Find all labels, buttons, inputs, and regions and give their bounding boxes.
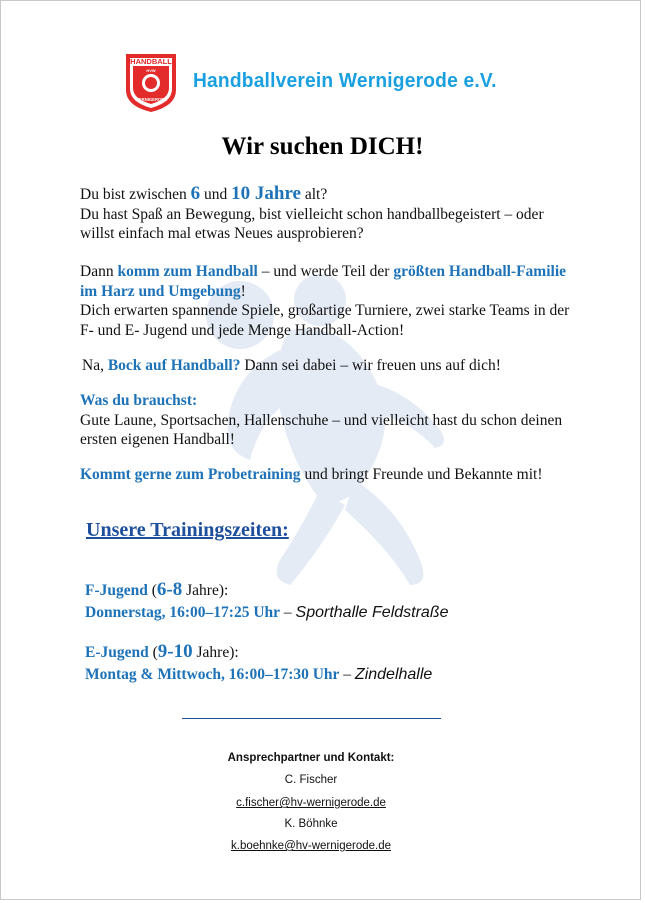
intro-text-line2: Du hast Spaß an Bewegung, bist vielleicht schon handballbegeistert – oder willst einfach mal etwas Neues ausprobieren?: [80, 205, 544, 242]
contact-email-2[interactable]: k.boehnke@hv-wernigerode.de: [231, 840, 391, 852]
join-highlight: größten Handball-Familie im Harz und Umgebung: [80, 263, 567, 300]
team-name: F-Jugend: [85, 582, 148, 599]
intro-text: und: [200, 186, 232, 203]
join-highlight: komm zum Handball: [117, 263, 258, 280]
needs-text: Gute Laune, Sportsachen, Hallenschuhe – und vielleicht hast du schon deinen ersten eigenen Handball!: [80, 411, 563, 448]
divider-line: [182, 718, 441, 719]
bock-text: Na,: [82, 357, 108, 374]
bock-text: Dann sei dabei – wir freuen uns auf dich!: [240, 357, 501, 374]
bock-highlight: Bock auf Handball?: [107, 357, 241, 374]
training-title: Unsere Trainingszeiten:: [86, 519, 289, 541]
training-venue: Zindelhalle: [354, 666, 433, 683]
contact-name-2: K. Böhnke: [284, 818, 338, 830]
team-ages-suffix: Jahre):: [182, 582, 229, 599]
paren-open: (: [148, 644, 158, 661]
needs-paragraph: [80, 391, 570, 450]
dash: –: [339, 666, 355, 683]
needs-title: Was du brauchst:: [80, 392, 198, 409]
probe-highlight: Kommt gerne zum Probetraining: [80, 466, 301, 483]
age-max: 10 Jahre: [231, 183, 301, 204]
contact-name-1: C. Fischer: [284, 774, 338, 786]
dash: –: [280, 604, 296, 621]
join-text: !: [240, 282, 246, 300]
training-venue: Sporthalle Feldstraße: [295, 604, 449, 621]
contact-title: Ansprechpartner und Kontakt:: [227, 752, 395, 764]
join-text-line2: Dich erwarten spannende Spiele, großartige Turniere, zwei starke Teams in der F- und E- Jugend und jede Menge Handball-Action!: [80, 302, 570, 339]
logo-text-top: HANDBALL: [130, 57, 172, 66]
join-text: – und werde Teil der: [257, 263, 394, 280]
paren-open: (: [147, 582, 157, 599]
club-name: Handballverein Wernigerode e.V.: [193, 70, 497, 92]
join-paragraph: [80, 262, 570, 340]
intro-text: alt?: [300, 186, 328, 203]
bock-paragraph: [82, 356, 572, 376]
join-text: Dann: [80, 263, 118, 280]
team-ages: 9-10: [157, 641, 193, 662]
team-ages: 6-8: [156, 579, 183, 600]
contact-email-1[interactable]: c.fischer@hv-wernigerode.de: [236, 797, 386, 809]
intro-text: Du bist zwischen: [80, 186, 191, 203]
training-time: Donnerstag, 16:00–17:25 Uhr: [85, 604, 281, 621]
age-min: 6: [190, 183, 201, 204]
page-headline: Wir suchen DICH!: [221, 133, 424, 160]
training-f-jugend: [85, 579, 449, 624]
training-time: Montag & Mittwoch, 16:00–17:30 Uhr: [85, 666, 340, 683]
training-e-jugend: [85, 641, 432, 686]
probe-text: und bringt Freunde und Bekannte mit!: [300, 466, 543, 483]
team-ages-suffix: Jahre):: [192, 644, 239, 661]
logo-text-mid: HVW: [146, 68, 156, 73]
intro-paragraph: [80, 184, 570, 244]
team-name: E-Jugend: [85, 644, 149, 661]
probe-paragraph: [80, 465, 570, 485]
club-logo: [121, 50, 181, 113]
logo-text-bottom: WERNIGERODE: [134, 97, 168, 102]
